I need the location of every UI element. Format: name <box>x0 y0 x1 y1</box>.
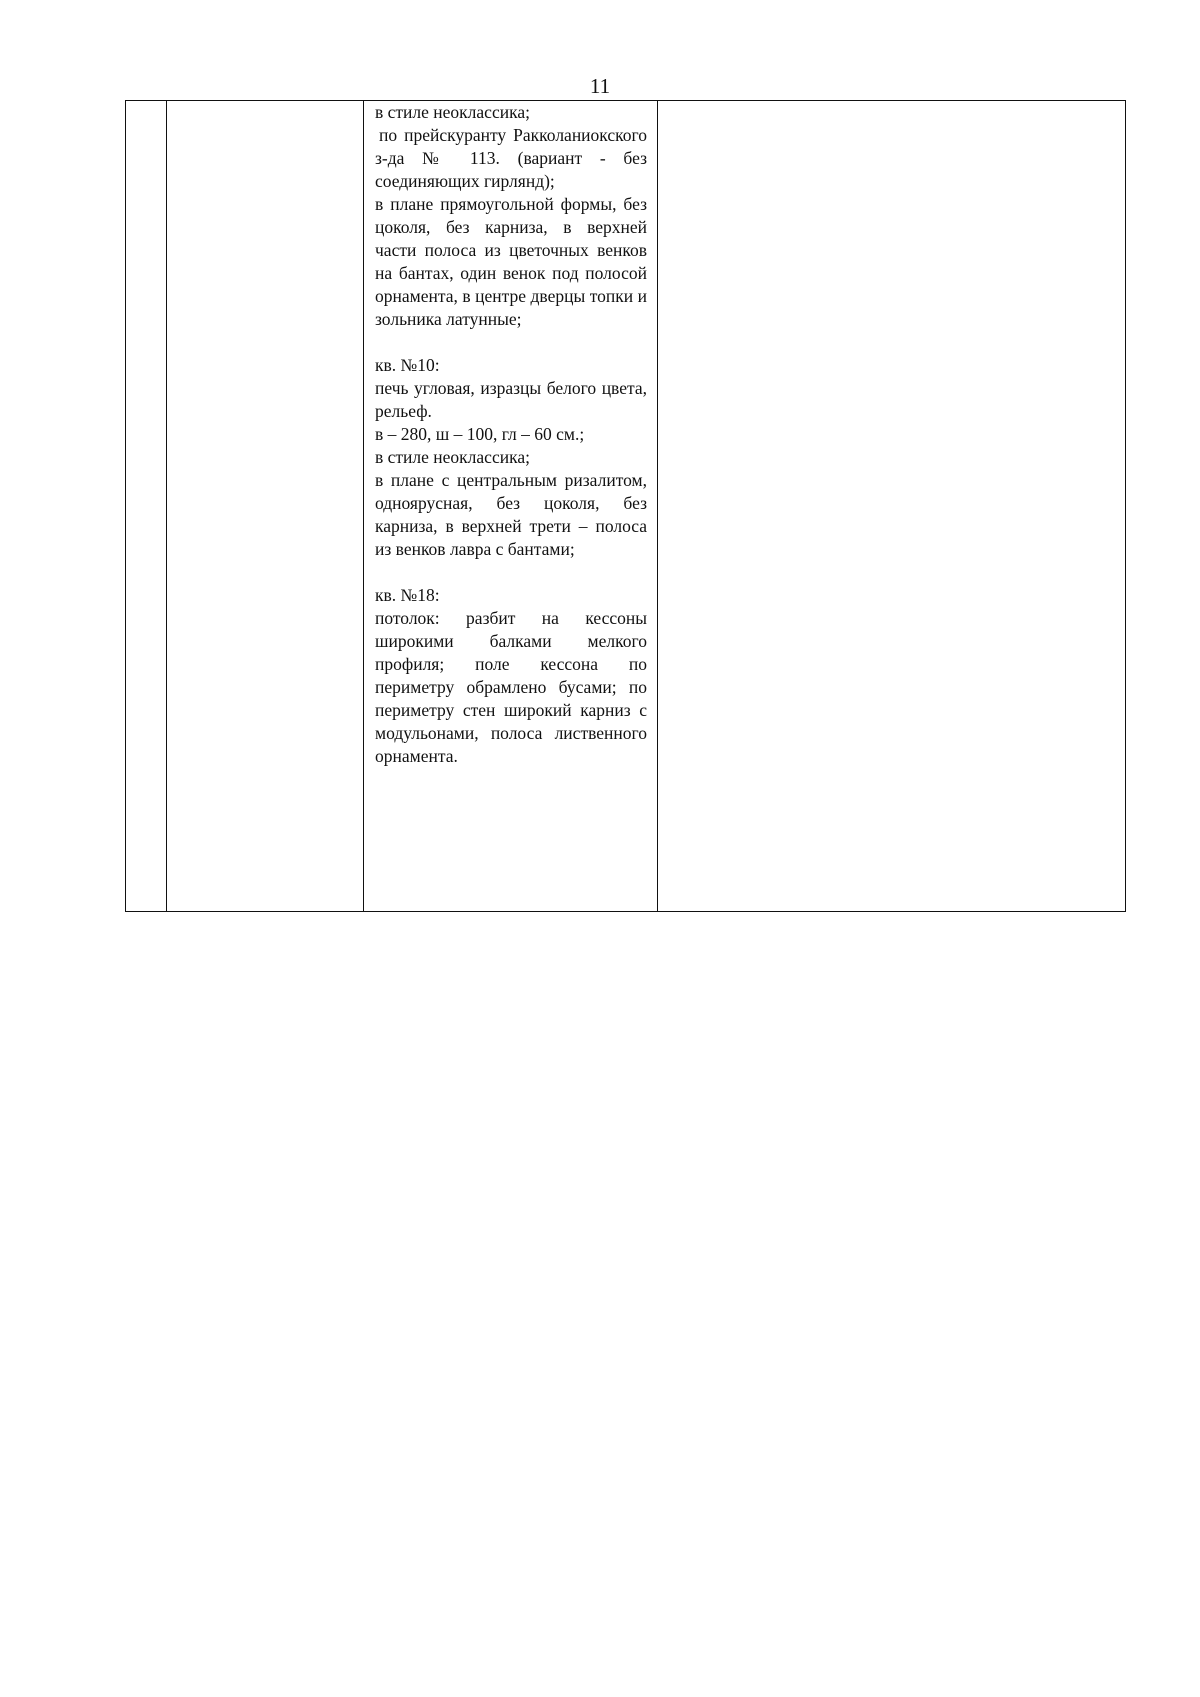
page-number: 11 <box>589 74 611 98</box>
description-paragraph: потолок: разбит на кессоны широкими балками мелкого профиля; поле кессона по периметру обрамлено бусами; по периметру стен широкий карниз с модульонами, полоса лиственного орнамента. <box>375 608 647 766</box>
cell-notes <box>658 101 1126 912</box>
table-row <box>126 101 1126 912</box>
paragraph-gap <box>375 561 647 584</box>
cell-description <box>364 101 658 912</box>
object-description-table <box>125 100 1126 912</box>
description-paragraph: в плане прямоугольной формы, без цоколя, без карниза, в верхней части полоса из цветочных венков на бантах, один венок под полосой орнамента, в центре дверцы топки и зольника латунные; <box>375 194 647 329</box>
description-paragraph: в стиле неоклассика; <box>375 102 530 122</box>
apartment-heading: кв. №10: <box>375 355 440 375</box>
description-paragraph: в – 280, ш – 100, гл – 60 см.; <box>375 424 585 444</box>
description-paragraph: в стиле неоклассика; <box>375 447 530 467</box>
paragraph-gap <box>375 331 647 354</box>
description-paragraph: в плане с центральным ризалитом, одноярусная, без цоколя, без карниза, в верхней трети – полоса из венков лавра с бантами; <box>375 470 647 559</box>
cell-element <box>167 101 364 912</box>
apartment-heading: кв. №18: <box>375 585 440 605</box>
description-paragraph: печь угловая, изразцы белого цвета, рельеф. <box>375 378 647 421</box>
description-paragraph: по прейскуранту Ракколаниокского з-да № 113. (вариант - без соединяющих гирлянд); <box>375 125 647 191</box>
cell-number <box>126 101 167 912</box>
description-text <box>375 101 647 768</box>
